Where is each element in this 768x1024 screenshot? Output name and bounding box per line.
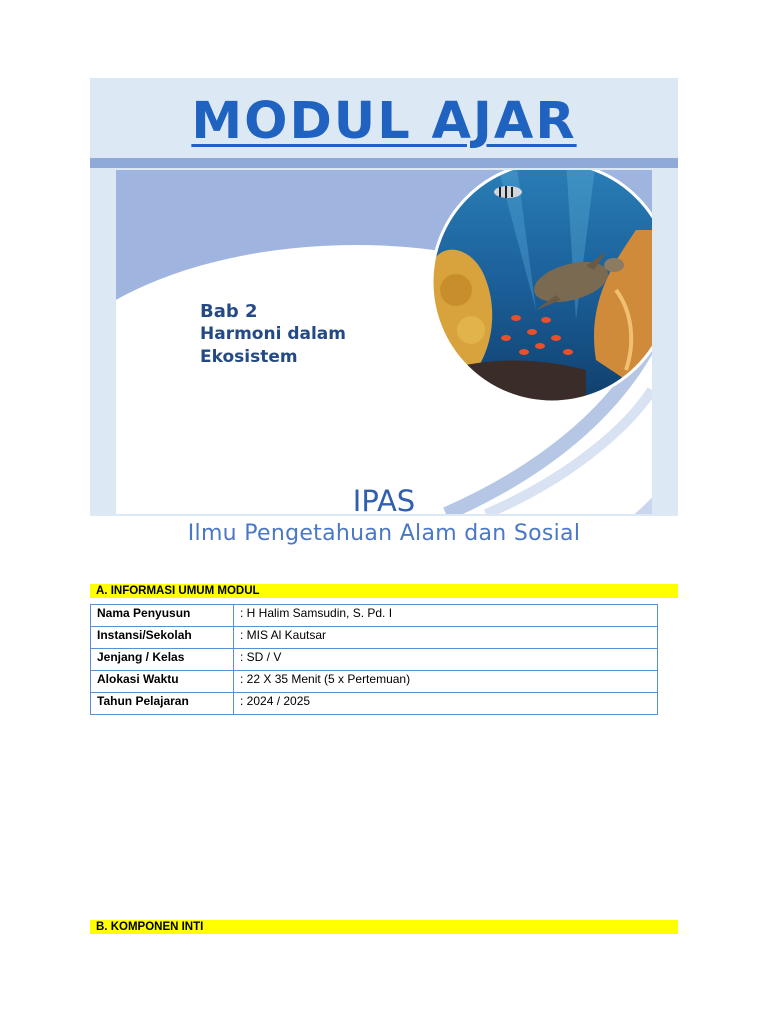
row-value: : 22 X 35 Menit (5 x Pertemuan) xyxy=(234,671,658,693)
chapter-heading xyxy=(200,300,346,369)
page-title: MODUL AJAR xyxy=(191,92,577,151)
title-divider xyxy=(90,158,678,168)
table-row xyxy=(91,605,658,627)
row-label: Instansi/Sekolah xyxy=(91,627,234,649)
module-info-table xyxy=(90,604,658,715)
chapter-title-line2: Ekosistem xyxy=(200,347,298,367)
table-row xyxy=(91,671,658,693)
row-value: : MIS Al Kautsar xyxy=(234,627,658,649)
row-value: : 2024 / 2025 xyxy=(234,693,658,715)
subject-title: IPAS xyxy=(352,484,416,518)
section-a-heading xyxy=(90,584,678,598)
table-row xyxy=(91,627,658,649)
chapter-number: Bab 2 xyxy=(200,301,258,322)
row-label: Tahun Pelajaran xyxy=(91,693,234,715)
table-row xyxy=(91,649,658,671)
cover-illustration xyxy=(116,170,652,514)
chapter-title-line1: Harmoni dalam xyxy=(200,324,346,344)
row-label: Nama Penyusun xyxy=(91,605,234,627)
subject-full-name: Ilmu Pengetahuan Alam dan Sosial xyxy=(187,521,581,546)
cover-image xyxy=(90,168,678,516)
section-b-heading xyxy=(90,920,678,934)
table-row xyxy=(91,693,658,715)
row-value: : SD / V xyxy=(234,649,658,671)
section-a-heading-text: A. INFORMASI UMUM MODUL xyxy=(96,585,260,597)
row-label: Jenjang / Kelas xyxy=(91,649,234,671)
section-b-heading-text: B. KOMPONEN INTI xyxy=(96,921,204,933)
row-value: : H Halim Samsudin, S. Pd. I xyxy=(234,605,658,627)
row-label: Alokasi Waktu xyxy=(91,671,234,693)
